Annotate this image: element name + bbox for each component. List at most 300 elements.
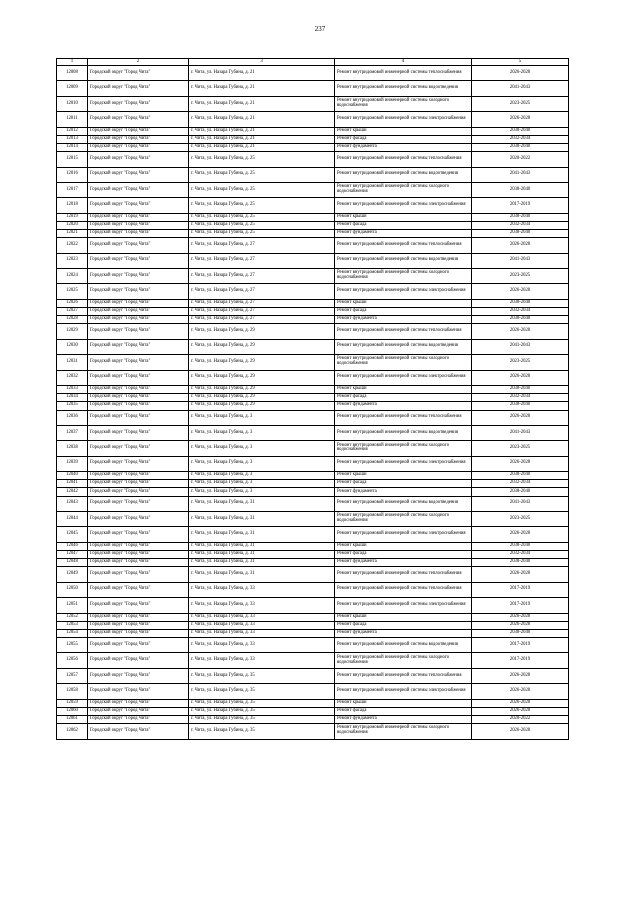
period-cell: 2026-2028 <box>472 284 569 299</box>
work-type-cell: Ремонт внутридомовой инженерной системы холодного водоснабжения <box>335 269 472 284</box>
row-number: 12008 <box>57 66 88 81</box>
column-header-1: 1 <box>57 59 88 66</box>
address-cell: г. Чита, ул. Назара Губина, д. 27 <box>189 238 335 253</box>
row-number: 12038 <box>57 441 88 456</box>
work-type-cell: Ремонт внутридомовой инженерной системы водоотведения <box>335 339 472 354</box>
municipality-cell: Городской округ "Город Чита" <box>88 542 189 550</box>
row-number: 12020 <box>57 221 88 229</box>
period-cell: 2041-2043 <box>472 81 569 96</box>
table-row <box>57 598 569 613</box>
municipality-cell: Городской округ "Город Чита" <box>88 621 189 629</box>
table-row <box>57 385 569 393</box>
work-type-cell: Ремонт внутридомовой инженерной системы теплоснабжения <box>335 582 472 597</box>
work-type-cell: Ремонт внутридомовой инженерной системы водоотведения <box>335 425 472 440</box>
work-type-cell: Ремонт крыши <box>335 699 472 707</box>
municipality-cell: Городской округ "Город Чита" <box>88 527 189 542</box>
period-cell: 2020-2022 <box>472 716 569 724</box>
address-cell: г. Чита, ул. Назара Губина, д. 29 <box>189 385 335 393</box>
column-header-2: 2 <box>88 59 189 66</box>
work-type-cell: Ремонт внутридомовой инженерной системы водоотведения <box>335 496 472 511</box>
work-type-cell: Ремонт внутридомовой инженерной системы электроснабжения <box>335 456 472 471</box>
address-cell: г. Чита, ул. Назара Губина, д. 3 <box>189 480 335 488</box>
table-row <box>57 66 569 81</box>
table-row <box>57 542 569 550</box>
table-row <box>57 496 569 511</box>
row-number: 12011 <box>57 112 88 127</box>
table-row <box>57 480 569 488</box>
row-number: 12019 <box>57 213 88 221</box>
period-cell: 2041-2043 <box>472 339 569 354</box>
period-cell: 2023-2025 <box>472 269 569 284</box>
period-cell: 2026-2028 <box>472 324 569 339</box>
address-cell: г. Чита, ул. Назара Губина, д. 31 <box>189 559 335 567</box>
table-row <box>57 567 569 582</box>
address-cell: г. Чита, ул. Назара Губина, д. 31 <box>189 496 335 511</box>
period-cell: 2017-2019 <box>472 598 569 613</box>
work-type-cell: Ремонт внутридомовой инженерной системы электроснабжения <box>335 684 472 699</box>
row-number: 12030 <box>57 339 88 354</box>
work-type-cell: Ремонт фасада <box>335 221 472 229</box>
row-number: 12043 <box>57 496 88 511</box>
period-cell: 2026-2028 <box>472 567 569 582</box>
municipality-cell: Городской округ "Город Чита" <box>88 488 189 496</box>
row-number: 12023 <box>57 253 88 268</box>
period-cell: 2017-2019 <box>472 653 569 668</box>
municipality-cell: Городской округ "Город Чита" <box>88 550 189 558</box>
period-cell: 2038-2040 <box>472 385 569 393</box>
municipality-cell: Городской округ "Город Чита" <box>88 598 189 613</box>
table-row <box>57 284 569 299</box>
table-row <box>57 638 569 653</box>
address-cell: г. Чита, ул. Назара Губина, д. 35 <box>189 668 335 683</box>
address-cell: г. Чита, ул. Назара Губина, д. 29 <box>189 324 335 339</box>
work-type-cell: Ремонт внутридомовой инженерной системы водоотведения <box>335 167 472 182</box>
row-number: 12053 <box>57 621 88 629</box>
row-number: 12062 <box>57 724 88 739</box>
municipality-cell: Городской округ "Город Чита" <box>88 394 189 402</box>
work-type-cell: Ремонт фундамента <box>335 316 472 324</box>
row-number: 12059 <box>57 699 88 707</box>
row-number: 12009 <box>57 81 88 96</box>
table-row <box>57 472 569 480</box>
municipality-cell: Городской округ "Город Чита" <box>88 385 189 393</box>
row-number: 12016 <box>57 167 88 182</box>
address-cell: г. Чита, ул. Назара Губина, д. 25 <box>189 198 335 213</box>
address-cell: г. Чита, ул. Назара Губина, д. 29 <box>189 394 335 402</box>
period-cell: 2032-2034 <box>472 394 569 402</box>
address-cell: г. Чита, ул. Назара Губина, д. 31 <box>189 567 335 582</box>
row-number: 12061 <box>57 716 88 724</box>
table-row <box>57 213 569 221</box>
row-number: 12012 <box>57 127 88 135</box>
address-cell: г. Чита, ул. Назара Губина, д. 33 <box>189 613 335 621</box>
municipality-cell: Городской округ "Город Чита" <box>88 668 189 683</box>
address-cell: г. Чита, ул. Назара Губина, д. 33 <box>189 629 335 637</box>
table-row <box>57 230 569 238</box>
work-type-cell: Ремонт крыши <box>335 213 472 221</box>
municipality-cell: Городской округ "Город Чита" <box>88 308 189 316</box>
row-number: 12027 <box>57 308 88 316</box>
address-cell: г. Чита, ул. Назара Губина, д. 21 <box>189 127 335 135</box>
row-number: 12036 <box>57 410 88 425</box>
address-cell: г. Чита, ул. Назара Губина, д. 33 <box>189 653 335 668</box>
row-number: 12032 <box>57 370 88 385</box>
municipality-cell: Городской округ "Город Чита" <box>88 167 189 182</box>
table-row <box>57 299 569 307</box>
address-cell: г. Чита, ул. Назара Губина, д. 31 <box>189 550 335 558</box>
period-cell: 2032-2034 <box>472 550 569 558</box>
column-header-4: 4 <box>335 59 472 66</box>
table-row <box>57 613 569 621</box>
period-cell: 2041-2043 <box>472 425 569 440</box>
address-cell: г. Чита, ул. Назара Губина, д. 27 <box>189 308 335 316</box>
work-type-cell: Ремонт фасада <box>335 394 472 402</box>
municipality-cell: Городской округ "Город Чита" <box>88 653 189 668</box>
table-row <box>57 96 569 111</box>
row-number: 12056 <box>57 653 88 668</box>
work-type-cell: Ремонт крыши <box>335 613 472 621</box>
municipality-cell: Городской округ "Город Чита" <box>88 269 189 284</box>
address-cell: г. Чита, ул. Назара Губина, д. 25 <box>189 152 335 167</box>
period-cell: 2026-2028 <box>472 613 569 621</box>
address-cell: г. Чита, ул. Назара Губина, д. 25 <box>189 213 335 221</box>
work-type-cell: Ремонт фасада <box>335 707 472 715</box>
address-cell: г. Чита, ул. Назара Губина, д. 29 <box>189 370 335 385</box>
table-row <box>57 339 569 354</box>
period-cell: 2026-2028 <box>472 527 569 542</box>
period-cell: 2026-2028 <box>472 112 569 127</box>
work-type-cell: Ремонт внутридомовой инженерной системы теплоснабжения <box>335 66 472 81</box>
municipality-cell: Городской округ "Город Чита" <box>88 724 189 739</box>
work-type-cell: Ремонт внутридомовой инженерной системы электроснабжения <box>335 527 472 542</box>
period-cell: 2038-2040 <box>472 230 569 238</box>
municipality-cell: Городской округ "Город Чита" <box>88 316 189 324</box>
address-cell: г. Чита, ул. Назара Губина, д. 29 <box>189 355 335 370</box>
table-row <box>57 629 569 637</box>
municipality-cell: Городской округ "Город Чита" <box>88 582 189 597</box>
work-type-cell: Ремонт фасада <box>335 135 472 143</box>
address-cell: г. Чита, ул. Назара Губина, д. 25 <box>189 167 335 182</box>
row-number: 12052 <box>57 613 88 621</box>
municipality-cell: Городской округ "Город Чита" <box>88 699 189 707</box>
row-number: 12017 <box>57 182 88 197</box>
period-cell: 2038-2040 <box>472 213 569 221</box>
work-type-cell: Ремонт фасада <box>335 621 472 629</box>
row-number: 12046 <box>57 542 88 550</box>
period-cell: 2017-2019 <box>472 198 569 213</box>
row-number: 12022 <box>57 238 88 253</box>
address-cell: г. Чита, ул. Назара Губина, д. 31 <box>189 512 335 527</box>
row-number: 12045 <box>57 527 88 542</box>
work-type-cell: Ремонт внутридомовой инженерной системы теплоснабжения <box>335 152 472 167</box>
municipality-cell: Городской округ "Город Чита" <box>88 456 189 471</box>
municipality-cell: Городской округ "Город Чита" <box>88 441 189 456</box>
table-row <box>57 707 569 715</box>
address-cell: г. Чита, ул. Назара Губина, д. 21 <box>189 143 335 151</box>
address-cell: г. Чита, ул. Назара Губина, д. 31 <box>189 527 335 542</box>
table-row <box>57 370 569 385</box>
table-row <box>57 621 569 629</box>
address-cell: г. Чита, ул. Назара Губина, д. 3 <box>189 456 335 471</box>
address-cell: г. Чита, ул. Назара Губина, д. 35 <box>189 724 335 739</box>
address-cell: г. Чита, ул. Назара Губина, д. 29 <box>189 402 335 410</box>
period-cell: 2038-2040 <box>472 143 569 151</box>
work-type-cell: Ремонт внутридомовой инженерной системы холодного водоснабжения <box>335 441 472 456</box>
address-cell: г. Чита, ул. Назара Губина, д. 21 <box>189 135 335 143</box>
period-cell: 2041-2043 <box>472 253 569 268</box>
municipality-cell: Городской округ "Город Чита" <box>88 198 189 213</box>
period-cell: 2032-2034 <box>472 480 569 488</box>
row-number: 12035 <box>57 402 88 410</box>
row-number: 12057 <box>57 668 88 683</box>
municipality-cell: Городской округ "Город Чита" <box>88 370 189 385</box>
municipality-cell: Городской округ "Город Чита" <box>88 410 189 425</box>
address-cell: г. Чита, ул. Назара Губина, д. 21 <box>189 96 335 111</box>
row-number: 12050 <box>57 582 88 597</box>
municipality-cell: Городской округ "Город Чита" <box>88 135 189 143</box>
table-row <box>57 269 569 284</box>
work-type-cell: Ремонт внутридомовой инженерной системы теплоснабжения <box>335 567 472 582</box>
period-cell: 2026-2028 <box>472 66 569 81</box>
row-number: 12055 <box>57 638 88 653</box>
table-row <box>57 355 569 370</box>
period-cell: 2032-2034 <box>472 221 569 229</box>
municipality-cell: Городской округ "Город Чита" <box>88 127 189 135</box>
row-number: 12014 <box>57 143 88 151</box>
period-cell: 2026-2028 <box>472 410 569 425</box>
period-cell: 2023-2025 <box>472 355 569 370</box>
municipality-cell: Городской округ "Город Чита" <box>88 96 189 111</box>
row-number: 12010 <box>57 96 88 111</box>
table-row <box>57 410 569 425</box>
period-cell: 2038-2040 <box>472 402 569 410</box>
table-row <box>57 221 569 229</box>
municipality-cell: Городской округ "Город Чита" <box>88 230 189 238</box>
table-row <box>57 324 569 339</box>
work-type-cell: Ремонт фундамента <box>335 559 472 567</box>
address-cell: г. Чита, ул. Назара Губина, д. 3 <box>189 410 335 425</box>
period-cell: 2038-2040 <box>472 182 569 197</box>
work-type-cell: Ремонт фундамента <box>335 488 472 496</box>
address-cell: г. Чита, ул. Назара Губина, д. 25 <box>189 221 335 229</box>
work-type-cell: Ремонт внутридомовой инженерной системы холодного водоснабжения <box>335 512 472 527</box>
municipality-cell: Городской округ "Город Чита" <box>88 143 189 151</box>
table-row <box>57 402 569 410</box>
municipality-cell: Городской округ "Город Чита" <box>88 253 189 268</box>
municipality-cell: Городской округ "Город Чита" <box>88 707 189 715</box>
table-row <box>57 127 569 135</box>
municipality-cell: Городской округ "Город Чита" <box>88 402 189 410</box>
table-row <box>57 167 569 182</box>
address-cell: г. Чита, ул. Назара Губина, д. 27 <box>189 316 335 324</box>
period-cell: 2026-2028 <box>472 456 569 471</box>
period-cell: 2023-2025 <box>472 512 569 527</box>
row-number: 12015 <box>57 152 88 167</box>
address-cell: г. Чита, ул. Назара Губина, д. 35 <box>189 707 335 715</box>
table-row <box>57 394 569 402</box>
municipality-cell: Городской округ "Город Чита" <box>88 66 189 81</box>
row-number: 12049 <box>57 567 88 582</box>
work-type-cell: Ремонт фундамента <box>335 629 472 637</box>
work-type-cell: Ремонт фундамента <box>335 143 472 151</box>
address-cell: г. Чита, ул. Назара Губина, д. 21 <box>189 66 335 81</box>
work-type-cell: Ремонт внутридомовой инженерной системы электроснабжения <box>335 284 472 299</box>
table-row <box>57 112 569 127</box>
period-cell: 2026-2028 <box>472 707 569 715</box>
table-row <box>57 559 569 567</box>
address-cell: г. Чита, ул. Назара Губина, д. 25 <box>189 182 335 197</box>
work-type-cell: Ремонт крыши <box>335 299 472 307</box>
table-row <box>57 316 569 324</box>
row-number: 12025 <box>57 284 88 299</box>
period-cell: 2020-2022 <box>472 152 569 167</box>
table-row <box>57 488 569 496</box>
work-type-cell: Ремонт фасада <box>335 308 472 316</box>
table-row <box>57 152 569 167</box>
row-number: 12060 <box>57 707 88 715</box>
work-type-cell: Ремонт внутридомовой инженерной системы электроснабжения <box>335 598 472 613</box>
work-type-cell: Ремонт внутридомовой инженерной системы холодного водоснабжения <box>335 355 472 370</box>
municipality-cell: Городской округ "Город Чита" <box>88 629 189 637</box>
municipality-cell: Городской округ "Город Чита" <box>88 112 189 127</box>
work-type-cell: Ремонт внутридомовой инженерной системы электроснабжения <box>335 370 472 385</box>
table-row <box>57 550 569 558</box>
address-cell: г. Чита, ул. Назара Губина, д. 27 <box>189 253 335 268</box>
municipality-cell: Городской округ "Город Чита" <box>88 213 189 221</box>
row-number: 12037 <box>57 425 88 440</box>
municipality-cell: Городской округ "Город Чита" <box>88 182 189 197</box>
table-row <box>57 425 569 440</box>
period-cell: 2026-2028 <box>472 668 569 683</box>
table-row <box>57 253 569 268</box>
row-number: 12047 <box>57 550 88 558</box>
address-cell: г. Чита, ул. Назара Губина, д. 3 <box>189 488 335 496</box>
table-row <box>57 198 569 213</box>
table-row <box>57 724 569 739</box>
work-type-cell: Ремонт фасада <box>335 550 472 558</box>
municipality-cell: Городской округ "Город Чита" <box>88 299 189 307</box>
row-number: 12058 <box>57 684 88 699</box>
table-row <box>57 456 569 471</box>
work-type-cell: Ремонт внутридомовой инженерной системы холодного водоснабжения <box>335 653 472 668</box>
address-cell: г. Чита, ул. Назара Губина, д. 27 <box>189 269 335 284</box>
address-cell: г. Чита, ул. Назара Губина, д. 3 <box>189 425 335 440</box>
address-cell: г. Чита, ул. Назара Губина, д. 33 <box>189 638 335 653</box>
row-number: 12018 <box>57 198 88 213</box>
municipality-cell: Городской округ "Город Чита" <box>88 716 189 724</box>
row-number: 12024 <box>57 269 88 284</box>
municipality-cell: Городской округ "Город Чита" <box>88 638 189 653</box>
address-cell: г. Чита, ул. Назара Губина, д. 29 <box>189 339 335 354</box>
address-cell: г. Чита, ул. Назара Губина, д. 35 <box>189 716 335 724</box>
work-type-cell: Ремонт внутридомовой инженерной системы водоотведения <box>335 81 472 96</box>
work-type-cell: Ремонт крыши <box>335 385 472 393</box>
work-type-cell: Ремонт крыши <box>335 127 472 135</box>
municipality-cell: Городской округ "Город Чита" <box>88 425 189 440</box>
address-cell: г. Чита, ул. Назара Губина, д. 33 <box>189 582 335 597</box>
row-number: 12021 <box>57 230 88 238</box>
table-row <box>57 527 569 542</box>
work-type-cell: Ремонт внутридомовой инженерной системы холодного водоснабжения <box>335 724 472 739</box>
table-row <box>57 684 569 699</box>
municipality-cell: Городской округ "Город Чита" <box>88 284 189 299</box>
work-type-cell: Ремонт внутридомовой инженерной системы холодного водоснабжения <box>335 96 472 111</box>
table-header-row <box>57 59 569 66</box>
row-number: 12033 <box>57 385 88 393</box>
municipality-cell: Городской округ "Город Чита" <box>88 496 189 511</box>
address-cell: г. Чита, ул. Назара Губина, д. 27 <box>189 284 335 299</box>
row-number: 12031 <box>57 355 88 370</box>
address-cell: г. Чита, ул. Назара Губина, д. 33 <box>189 598 335 613</box>
row-number: 12028 <box>57 316 88 324</box>
row-number: 12040 <box>57 472 88 480</box>
work-type-cell: Ремонт внутридомовой инженерной системы водоотведения <box>335 638 472 653</box>
municipality-cell: Городской округ "Город Чита" <box>88 472 189 480</box>
municipality-cell: Городской округ "Город Чита" <box>88 152 189 167</box>
row-number: 12044 <box>57 512 88 527</box>
period-cell: 2038-2040 <box>472 127 569 135</box>
table-row <box>57 441 569 456</box>
table-row <box>57 699 569 707</box>
period-cell: 2038-2040 <box>472 629 569 637</box>
table-row <box>57 653 569 668</box>
table-row <box>57 308 569 316</box>
municipality-cell: Городской округ "Город Чита" <box>88 613 189 621</box>
work-type-cell: Ремонт внутридомовой инженерной системы электроснабжения <box>335 198 472 213</box>
work-type-cell: Ремонт внутридомовой инженерной системы водоотведения <box>335 253 472 268</box>
work-type-cell: Ремонт внутридомовой инженерной системы теплоснабжения <box>335 410 472 425</box>
table-row <box>57 135 569 143</box>
municipality-cell: Городской округ "Город Чита" <box>88 324 189 339</box>
address-cell: г. Чита, ул. Назара Губина, д. 21 <box>189 112 335 127</box>
period-cell: 2026-2028 <box>472 370 569 385</box>
period-cell: 2038-2040 <box>472 316 569 324</box>
period-cell: 2032-2034 <box>472 135 569 143</box>
address-cell: г. Чита, ул. Назара Губина, д. 35 <box>189 699 335 707</box>
table-row <box>57 238 569 253</box>
work-type-cell: Ремонт внутридомовой инженерной системы теплоснабжения <box>335 668 472 683</box>
work-type-cell: Ремонт внутридомовой инженерной системы теплоснабжения <box>335 324 472 339</box>
address-cell: г. Чита, ул. Назара Губина, д. 25 <box>189 230 335 238</box>
period-cell: 2032-2034 <box>472 308 569 316</box>
period-cell: 2023-2025 <box>472 96 569 111</box>
period-cell: 2026-2028 <box>472 684 569 699</box>
period-cell: 2026-2028 <box>472 238 569 253</box>
work-type-cell: Ремонт внутридомовой инженерной системы электроснабжения <box>335 112 472 127</box>
municipality-cell: Городской округ "Город Чита" <box>88 567 189 582</box>
row-number: 12048 <box>57 559 88 567</box>
work-type-cell: Ремонт фундамента <box>335 716 472 724</box>
column-header-5: 5 <box>472 59 569 66</box>
column-header-3: 3 <box>189 59 335 66</box>
table-row <box>57 582 569 597</box>
period-cell: 2017-2019 <box>472 582 569 597</box>
row-number: 12026 <box>57 299 88 307</box>
period-cell: 2038-2040 <box>472 488 569 496</box>
table-row <box>57 81 569 96</box>
municipality-cell: Городской округ "Город Чита" <box>88 480 189 488</box>
address-cell: г. Чита, ул. Назара Губина, д. 3 <box>189 472 335 480</box>
municipality-cell: Городской округ "Город Чита" <box>88 238 189 253</box>
capital-repair-table <box>56 58 569 740</box>
page-number: 237 <box>314 25 326 33</box>
table-row <box>57 716 569 724</box>
period-cell: 2041-2043 <box>472 496 569 511</box>
row-number: 12054 <box>57 629 88 637</box>
table-row <box>57 512 569 527</box>
period-cell: 2038-2040 <box>472 299 569 307</box>
work-type-cell: Ремонт фасада <box>335 480 472 488</box>
